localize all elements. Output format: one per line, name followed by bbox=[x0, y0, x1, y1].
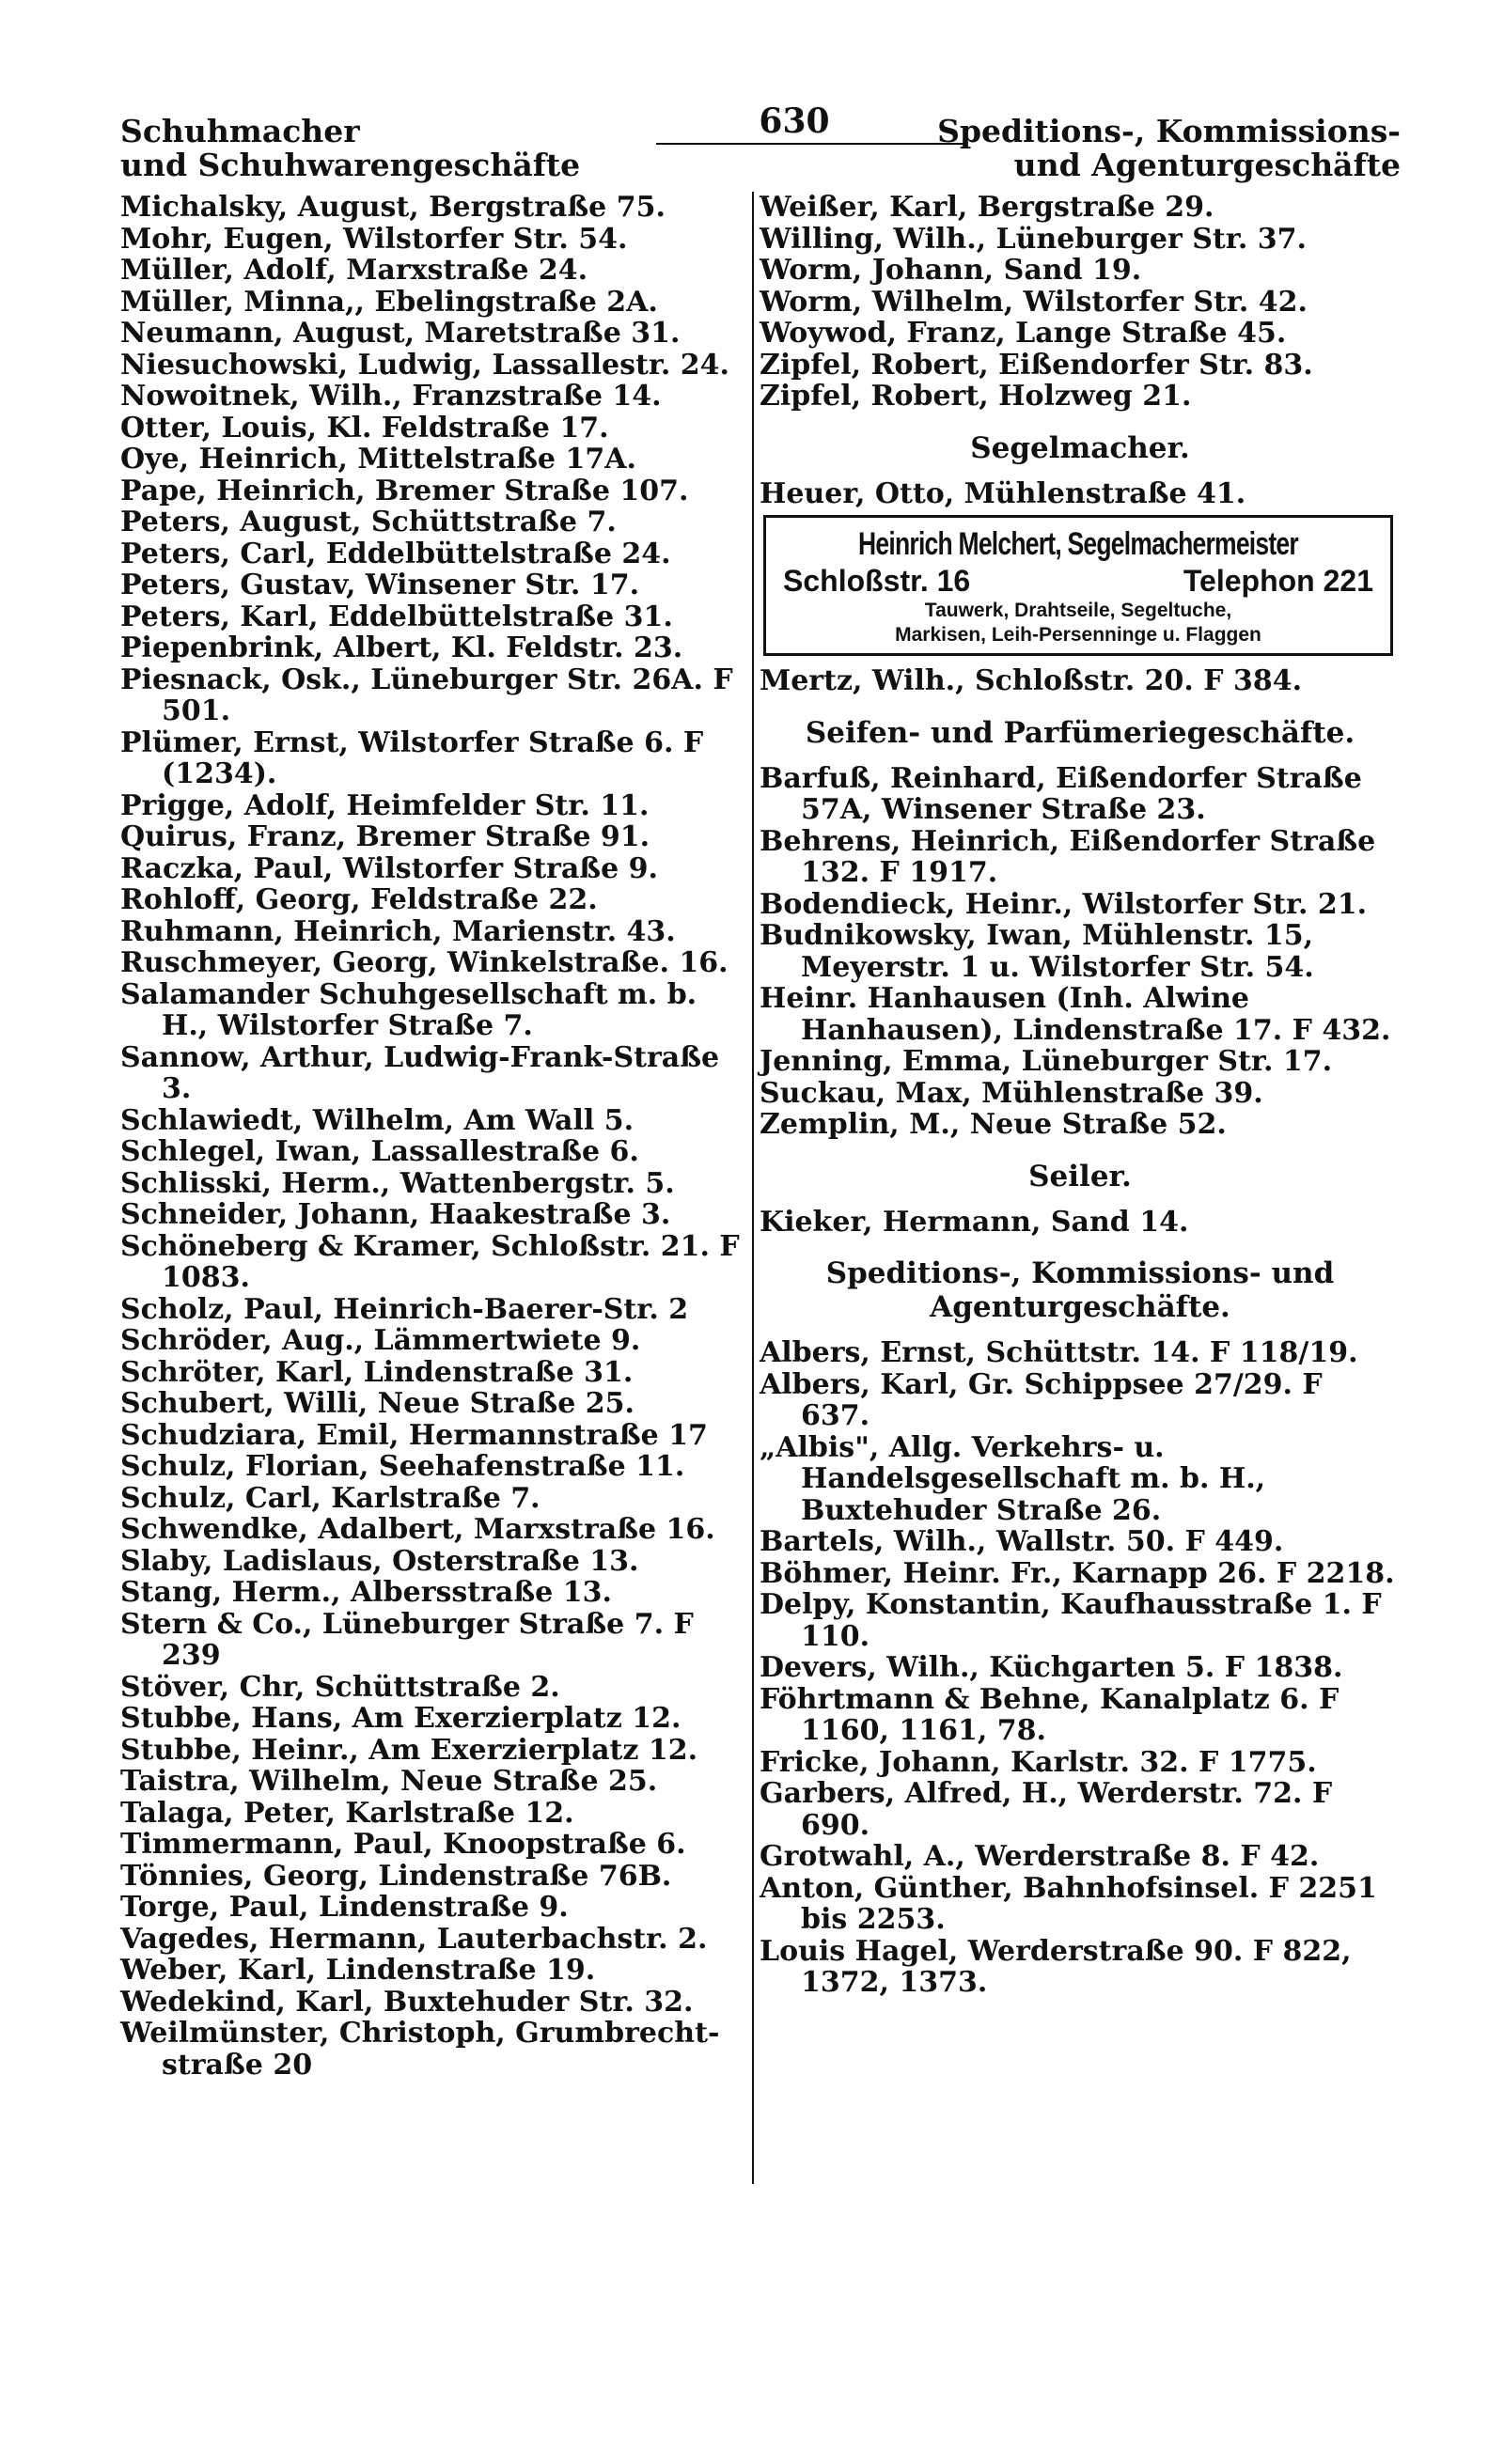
list-item: Heinr. Hanhausen (Inh. Alwine Hanhausen), Lindenstraße 17. F 432. bbox=[760, 982, 1391, 1047]
section-heading-seifen: Seifen- und Parfümeriegeschäfte. bbox=[805, 715, 1355, 750]
list-item: Schlisski, Herm., Wattenbergstr. 5. bbox=[120, 1166, 675, 1200]
list-item: Weilmünster, Christoph, Grumbrecht-straße 20 bbox=[120, 2017, 720, 2082]
advertisement-box bbox=[763, 515, 1393, 656]
section-heading-seiler: Seiler. bbox=[1028, 1159, 1132, 1193]
list-item: Müller, Adolf, Marxstraße 24. bbox=[120, 254, 588, 287]
list-item: Suckau, Max, Mühlenstraße 39. bbox=[760, 1076, 1263, 1110]
list-item: Bodendieck, Heinr., Wilstorfer Str. 21. bbox=[760, 887, 1368, 921]
list-item: Peters, Gustav, Winsener Str. 17. bbox=[120, 569, 640, 601]
list-item: Prigge, Adolf, Heimfelder Str. 11. bbox=[120, 788, 650, 822]
list-item: Albers, Karl, Gr. Schippsee 27/29. F 637. bbox=[760, 1367, 1323, 1432]
list-item: Schlawiedt, Wilhelm, Am Wall 5. bbox=[120, 1103, 634, 1137]
list-item: Schulz, Florian, Seehafenstraße 11. bbox=[120, 1450, 685, 1483]
list-item: Worm, Johann, Sand 19. bbox=[760, 254, 1142, 287]
column-divider bbox=[752, 192, 754, 2184]
header-right-line2: und Agenturgeschäfte bbox=[1013, 147, 1401, 183]
list-item: Schudziara, Emil, Hermannstraße 17 bbox=[120, 1418, 708, 1452]
list-item: Heuer, Otto, Mühlenstraße 41. bbox=[760, 476, 1246, 510]
list-item: Piesnack, Osk., Lüneburger Str. 26A. F 501. bbox=[120, 663, 733, 727]
list-item: Weißer, Karl, Bergstraße 29. bbox=[760, 191, 1214, 224]
list-item: Niesuchowski, Ludwig, Lassallestr. 24. bbox=[120, 348, 729, 382]
list-item: Albers, Ernst, Schüttstr. 14. F 118/19. bbox=[760, 1336, 1358, 1369]
list-item: Anton, Günther, Bahnhofsinsel. F 2251 bis 2253. bbox=[760, 1871, 1377, 1936]
list-item: Schlegel, Iwan, Lassallestraße 6. bbox=[120, 1135, 639, 1168]
page-header bbox=[120, 94, 1401, 199]
list-item: Stern & Co., Lüneburger Straße 7. F 239 bbox=[120, 1607, 694, 1672]
list-item: Böhmer, Heinr. Fr., Karnapp 26. F 2218. bbox=[760, 1556, 1395, 1590]
list-item: Otter, Louis, Kl. Feldstraße 17. bbox=[120, 411, 609, 444]
list-item: Talaga, Peter, Karlstraße 12. bbox=[120, 1796, 574, 1830]
section-heading-speditionen-line1: Speditions-, Kommissions- und bbox=[825, 1256, 1335, 1290]
list-item: Mohr, Eugen, Wilstorfer Str. 54. bbox=[120, 222, 628, 256]
list-item: Nowoitnek, Wilh., Franzstraße 14. bbox=[120, 380, 662, 413]
list-item: Michalsky, August, Bergstraße 75. bbox=[120, 191, 666, 224]
list-item: Neumann, August, Maretstraße 31. bbox=[120, 317, 681, 350]
list-item: Ruschmeyer, Georg, Winkelstraße. 16. bbox=[120, 946, 728, 979]
list-item: Zipfel, Robert, Holzweg 21. bbox=[760, 380, 1192, 413]
list-item: Garbers, Alfred, H., Werderstr. 72. F 690. bbox=[760, 1777, 1333, 1842]
list-item: Behrens, Heinrich, Eißendorfer Straße 132. F 1917. bbox=[760, 824, 1376, 889]
list-item: Budnikowsky, Iwan, Mühlenstr. 15, Meyerstr. 1 u. Wilstorfer Str. 54. bbox=[760, 919, 1314, 984]
list-item: Woywod, Franz, Lange Straße 45. bbox=[760, 317, 1287, 350]
list-item: Stubbe, Heinr., Am Exerzierplatz 12. bbox=[120, 1733, 698, 1767]
list-item: Peters, Karl, Eddelbüttelstraße 31. bbox=[120, 600, 673, 633]
list-item: Piepenbrink, Albert, Kl. Feldstr. 23. bbox=[120, 632, 683, 664]
list-item: Schröter, Karl, Lindenstraße 31. bbox=[120, 1355, 634, 1389]
list-item: Raczka, Paul, Wilstorfer Straße 9. bbox=[120, 851, 658, 885]
list-item: Föhrtmann & Behne, Kanalplatz 6. F 1160, 1161, 78. bbox=[760, 1682, 1340, 1747]
list-item: Schröder, Aug., Lämmertwiete 9. bbox=[120, 1324, 641, 1357]
header-right-title bbox=[937, 115, 1401, 182]
list-item: Schöneberg & Kramer, Schloßstr. 21. F 1083. bbox=[120, 1229, 740, 1294]
list-item: Devers, Wilh., Küchgarten 5. F 1838. bbox=[760, 1651, 1343, 1684]
list-item: Scholz, Paul, Heinrich-Baerer-Str. 2 bbox=[120, 1292, 689, 1326]
list-item: Barfuß, Reinhard, Eißendorfer Straße 57A, Winsener Straße 23. bbox=[760, 761, 1362, 826]
list-item: „Albis", Allg. Verkehrs- u. Handelsgesellschaft m. b. H., Buxtehuder Straße 26. bbox=[760, 1430, 1266, 1527]
list-item: Wedekind, Karl, Buxtehuder Str. 32. bbox=[120, 1985, 694, 2019]
list-item: Schwendke, Adalbert, Marxstraße 16. bbox=[120, 1513, 715, 1546]
list-item: Stang, Herm., Albersstraße 13. bbox=[120, 1576, 612, 1609]
list-item: Stubbe, Hans, Am Exerzierplatz 12. bbox=[120, 1702, 682, 1735]
directory-page bbox=[120, 94, 1401, 2406]
list-item: Vagedes, Hermann, Lauterbachstr. 2. bbox=[120, 1922, 708, 1956]
list-item: Ruhmann, Heinrich, Marienstr. 43. bbox=[120, 914, 676, 948]
ad-phone: Telephon 221 bbox=[1183, 564, 1373, 598]
list-item: Schubert, Willi, Neue Straße 25. bbox=[120, 1387, 634, 1420]
list-item: Willing, Wilh., Lüneburger Str. 37. bbox=[760, 222, 1307, 256]
list-item: Fricke, Johann, Karlstr. 32. F 1775. bbox=[760, 1745, 1317, 1779]
list-item: Stöver, Chr, Schüttstraße 2. bbox=[120, 1670, 560, 1704]
list-item: Müller, Minna,, Ebelingstraße 2A. bbox=[120, 285, 658, 319]
list-item: Timmermann, Paul, Knoopstraße 6. bbox=[120, 1828, 686, 1861]
ad-products-line1: Tauwerk, Drahtseile, Segeltuche, bbox=[924, 600, 1232, 621]
list-item: Rohloff, Georg, Feldstraße 22. bbox=[120, 883, 598, 916]
list-item: Weber, Karl, Lindenstraße 19. bbox=[120, 1954, 596, 1987]
list-item: Schulz, Carl, Karlstraße 7. bbox=[120, 1481, 540, 1515]
header-left-title bbox=[120, 115, 580, 182]
list-item: Tönnies, Georg, Lindenstraße 76B. bbox=[120, 1859, 672, 1893]
right-column bbox=[760, 192, 1401, 1999]
list-item: Kieker, Hermann, Sand 14. bbox=[760, 1205, 1189, 1239]
list-item: Pape, Heinrich, Bremer Straße 107. bbox=[120, 474, 689, 507]
list-item: Worm, Wilhelm, Wilstorfer Str. 42. bbox=[760, 285, 1308, 319]
list-item: Schneider, Johann, Haakestraße 3. bbox=[120, 1198, 671, 1231]
list-item: Jenning, Emma, Lüneburger Str. 17. bbox=[760, 1045, 1333, 1078]
list-item: Louis Hagel, Werderstraße 90. F 822, 1372, 1373. bbox=[760, 1934, 1352, 1999]
list-item: Oye, Heinrich, Mittelstraße 17A. bbox=[120, 443, 636, 476]
list-item: Sannow, Arthur, Ludwig-Frank-Straße 3. bbox=[120, 1040, 720, 1105]
section-heading-segelmacher: Segelmacher. bbox=[970, 430, 1190, 465]
list-item: Salamander Schuhgesellschaft m. b. H., Wilstorfer Straße 7. bbox=[120, 977, 697, 1042]
ad-company-name: Heinrich Melchert, Segelmachermeister bbox=[858, 526, 1298, 562]
left-column bbox=[120, 192, 748, 2081]
header-left-line2: und Schuhwarengeschäfte bbox=[120, 147, 581, 183]
ad-address: Schloßstr. 16 bbox=[783, 564, 971, 598]
list-item: Peters, August, Schüttstraße 7. bbox=[120, 506, 617, 538]
page-number: 630 bbox=[759, 101, 830, 141]
section-heading-speditionen bbox=[760, 1256, 1401, 1324]
list-item: Delpy, Konstantin, Kaufhausstraße 1. F 110. bbox=[760, 1588, 1382, 1653]
list-item: Grotwahl, A., Werderstraße 8. F 42. bbox=[760, 1840, 1320, 1873]
ad-products-line2: Markisen, Leih-Persenninge u. Flaggen bbox=[895, 624, 1261, 646]
header-rule bbox=[656, 143, 966, 145]
list-item: Peters, Carl, Eddelbüttelstraße 24. bbox=[120, 537, 671, 570]
list-item: Zemplin, M., Neue Straße 52. bbox=[760, 1108, 1227, 1141]
header-left-line1: Schuhmacher bbox=[120, 113, 360, 149]
header-right-line1: Speditions-, Kommissions- bbox=[937, 113, 1401, 149]
section-heading-speditionen-line2: Agenturgeschäfte. bbox=[930, 1290, 1230, 1324]
list-item: Slaby, Ladislaus, Osterstraße 13. bbox=[120, 1544, 639, 1578]
list-item: Torge, Paul, Lindenstraße 9. bbox=[120, 1891, 569, 1924]
list-item: Bartels, Wilh., Wallstr. 50. F 449. bbox=[760, 1525, 1284, 1558]
list-item: Mertz, Wilh., Schloßstr. 20. F 384. bbox=[760, 664, 1303, 697]
ad-contact-line bbox=[776, 563, 1381, 599]
list-item: Taistra, Wilhelm, Neue Straße 25. bbox=[120, 1765, 658, 1798]
list-item: Quirus, Franz, Bremer Straße 91. bbox=[120, 820, 650, 853]
list-item: Zipfel, Robert, Eißendorfer Str. 83. bbox=[760, 348, 1313, 382]
list-item: Plümer, Ernst, Wilstorfer Straße 6. F (1234). bbox=[120, 725, 704, 790]
